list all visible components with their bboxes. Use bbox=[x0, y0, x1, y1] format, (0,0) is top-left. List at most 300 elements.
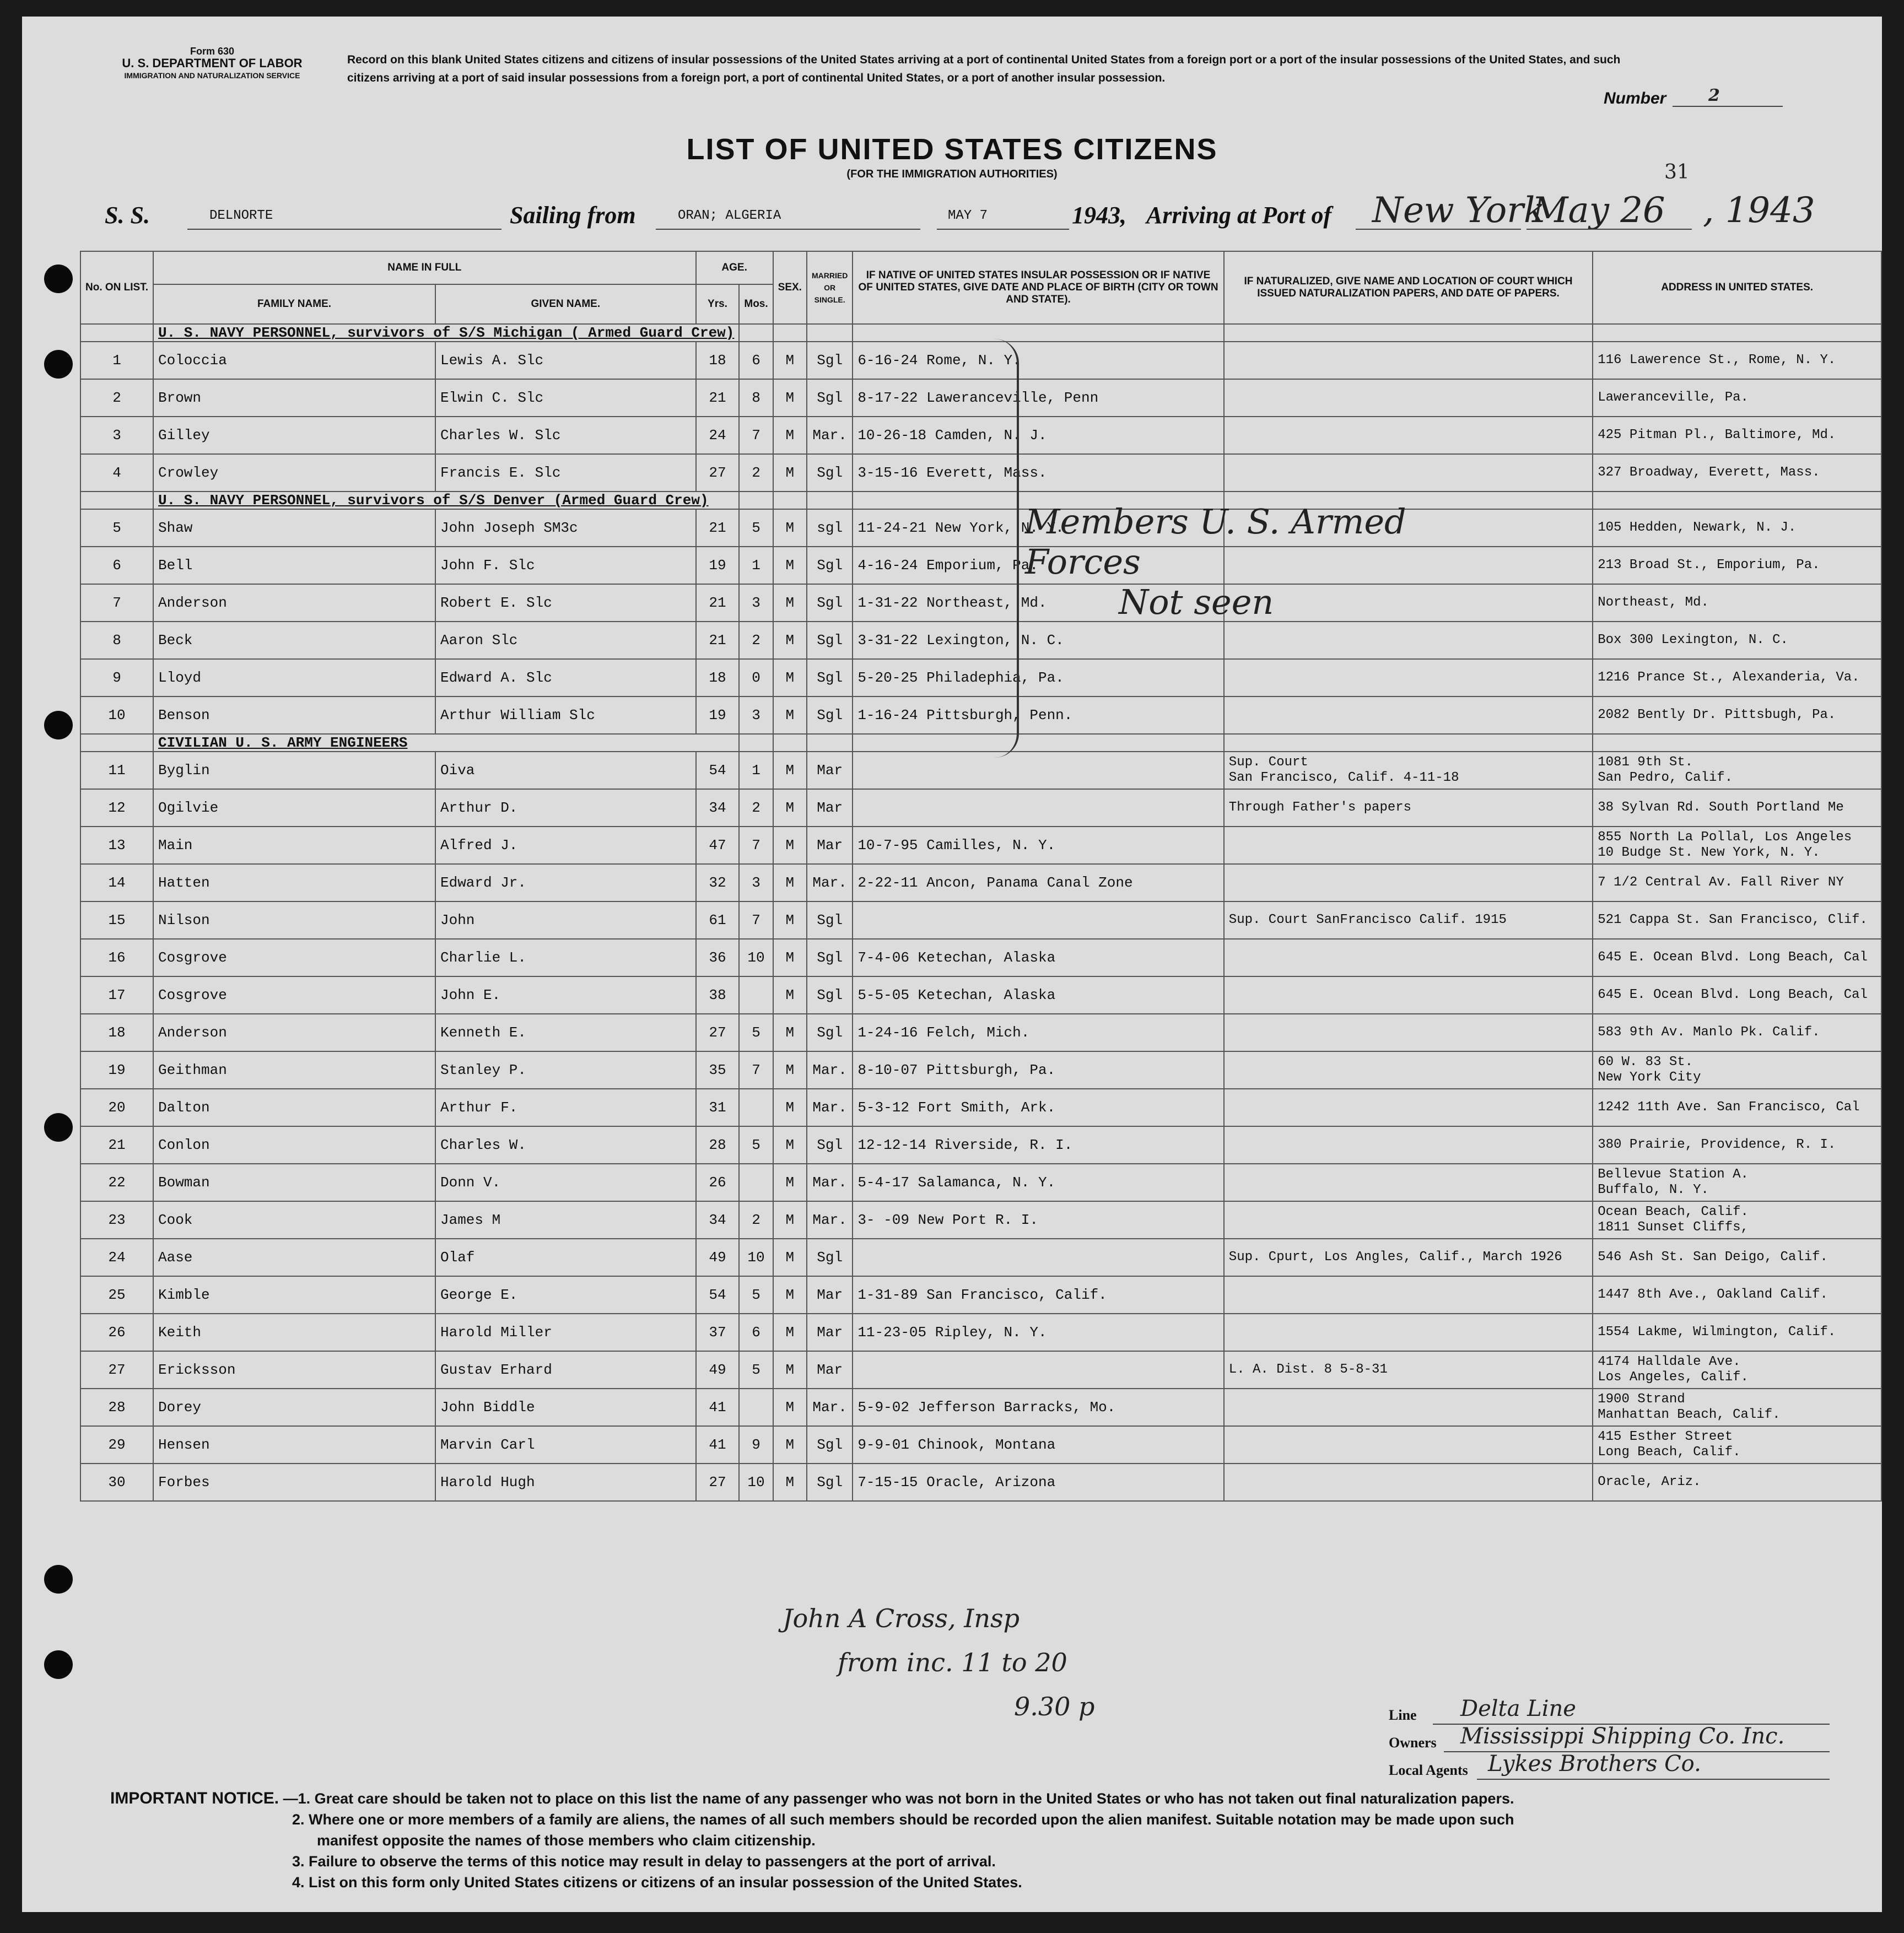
given-name: Aaron Slc bbox=[435, 622, 696, 659]
address: 1900 Strand Manhattan Beach, Calif. bbox=[1593, 1389, 1881, 1426]
given-name: Stanley P. bbox=[435, 1051, 696, 1089]
sex: M bbox=[773, 1389, 807, 1426]
table-row bbox=[80, 789, 1881, 827]
age-years: 38 bbox=[696, 976, 740, 1014]
sex: M bbox=[773, 1051, 807, 1089]
given-name: John Biddle bbox=[435, 1389, 696, 1426]
table-row bbox=[80, 1314, 1881, 1351]
given-name: George E. bbox=[435, 1276, 696, 1314]
birth-info bbox=[853, 901, 1223, 939]
marital-status: Sgl bbox=[807, 1014, 853, 1051]
age-months: 7 bbox=[739, 417, 773, 454]
row-number: 25 bbox=[80, 1276, 153, 1314]
age-months: 5 bbox=[739, 1014, 773, 1051]
given-name: Edward A. Slc bbox=[435, 659, 696, 696]
table-row bbox=[80, 1464, 1881, 1501]
section-row bbox=[80, 734, 1881, 752]
address: Ocean Beach, Calif. 1811 Sunset Cliffs, bbox=[1593, 1201, 1881, 1239]
punch-hole bbox=[44, 350, 73, 379]
age-months: 7 bbox=[739, 1051, 773, 1089]
address: 116 Lawerence St., Rome, N. Y. bbox=[1593, 342, 1881, 379]
age-years: 36 bbox=[696, 939, 740, 976]
row-number: 14 bbox=[80, 864, 153, 901]
family-name: Brown bbox=[153, 379, 435, 417]
birth-info: 1-24-16 Felch, Mich. bbox=[853, 1014, 1223, 1051]
address: 1447 8th Ave., Oakland Calif. bbox=[1593, 1276, 1881, 1314]
sex: M bbox=[773, 509, 807, 547]
marital-status: Mar bbox=[807, 1276, 853, 1314]
given-name: Harold Miller bbox=[435, 1314, 696, 1351]
address: 1554 Lakme, Wilmington, Calif. bbox=[1593, 1314, 1881, 1351]
marital-status: Sgl bbox=[807, 659, 853, 696]
naturalization-info: L. A. Dist. 8 5-8-31 bbox=[1224, 1351, 1593, 1389]
row-number: 22 bbox=[80, 1164, 153, 1201]
marital-status: Sgl bbox=[807, 342, 853, 379]
naturalization-info bbox=[1224, 696, 1593, 734]
family-name: Bell bbox=[153, 547, 435, 584]
table-row bbox=[80, 417, 1881, 454]
naturalization-info bbox=[1224, 1201, 1593, 1239]
arriving-date: May 26 bbox=[1532, 190, 1665, 231]
birth-info: 10-7-95 Camilles, N. Y. bbox=[853, 827, 1223, 864]
address: 415 Esther Street Long Beach, Calif. bbox=[1593, 1426, 1881, 1464]
sex: M bbox=[773, 1014, 807, 1051]
col-family-name: FAMILY NAME. bbox=[153, 284, 435, 324]
marital-status: Sgl bbox=[807, 1126, 853, 1164]
table-row bbox=[80, 752, 1881, 789]
birth-info: 3- -09 New Port R. I. bbox=[853, 1201, 1223, 1239]
address: 60 W. 83 St. New York City bbox=[1593, 1051, 1881, 1089]
age-months: 3 bbox=[739, 864, 773, 901]
age-years: 54 bbox=[696, 1276, 740, 1314]
given-name: Charles W. bbox=[435, 1126, 696, 1164]
section-row bbox=[80, 492, 1881, 509]
marital-status: Mar. bbox=[807, 864, 853, 901]
given-name: Charles W. Slc bbox=[435, 417, 696, 454]
row-number: 1 bbox=[80, 342, 153, 379]
given-name: Donn V. bbox=[435, 1164, 696, 1201]
birth-info: 7-4-06 Ketechan, Alaska bbox=[853, 939, 1223, 976]
age-months: 5 bbox=[739, 1351, 773, 1389]
section-label: U. S. NAVY PERSONNEL, survivors of S/S Michigan ( Armed Guard Crew) bbox=[153, 324, 739, 342]
row-number: 8 bbox=[80, 622, 153, 659]
page-title: LIST OF UNITED STATES CITIZENS bbox=[686, 133, 1218, 166]
given-name: Charlie L. bbox=[435, 939, 696, 976]
table-row bbox=[80, 1051, 1881, 1089]
table-row bbox=[80, 1089, 1881, 1126]
naturalization-info bbox=[1224, 1089, 1593, 1126]
family-name: Coloccia bbox=[153, 342, 435, 379]
given-name: Marvin Carl bbox=[435, 1426, 696, 1464]
given-name: John E. bbox=[435, 976, 696, 1014]
age-months: 2 bbox=[739, 789, 773, 827]
naturalization-info bbox=[1224, 342, 1593, 379]
sex: M bbox=[773, 379, 807, 417]
given-name: John bbox=[435, 901, 696, 939]
note-time: 9.30 p bbox=[1014, 1692, 1095, 1721]
naturalization-info bbox=[1224, 417, 1593, 454]
given-name: Kenneth E. bbox=[435, 1014, 696, 1051]
signature: John A Cross, Insp bbox=[783, 1603, 1020, 1633]
table-row bbox=[80, 864, 1881, 901]
row-number: 3 bbox=[80, 417, 153, 454]
table-row bbox=[80, 1164, 1881, 1201]
row-number: 19 bbox=[80, 1051, 153, 1089]
row-number: 27 bbox=[80, 1351, 153, 1389]
table-row bbox=[80, 509, 1881, 547]
row-number: 6 bbox=[80, 547, 153, 584]
family-name: Dalton bbox=[153, 1089, 435, 1126]
table-row bbox=[80, 454, 1881, 492]
family-name: Gilley bbox=[153, 417, 435, 454]
family-name: Beck bbox=[153, 622, 435, 659]
age-years: 21 bbox=[696, 509, 740, 547]
punch-hole bbox=[44, 1650, 73, 1679]
birth-info: 11-24-21 New York, N. Y. bbox=[853, 509, 1223, 547]
important-notice: IMPORTANT NOTICE. —1. Great care should be taken not to place on this list the name of any passenger who was not born in the United States or who has not taken out final naturalization papers. 2. Where one or more members of a family are aliens, the names of all such members should be recorded upon the alien manifest. Suitable notation may be made upon such manifest opposite the names of those members who claim citizenship. 3. Failure to observe the terms of this notice may result in delay to passengers at the port of arrival. 4. List on this form only United States citizens or citizens of an insular possession of the United States. bbox=[110, 1789, 1514, 1891]
table-row bbox=[80, 1276, 1881, 1314]
given-name: Alfred J. bbox=[435, 827, 696, 864]
local-agents-label: Local Agents bbox=[1389, 1762, 1468, 1778]
sex: M bbox=[773, 547, 807, 584]
row-number: 20 bbox=[80, 1089, 153, 1126]
marital-status: Mar. bbox=[807, 1089, 853, 1126]
address: 105 Hedden, Newark, N. J. bbox=[1593, 509, 1881, 547]
sex: M bbox=[773, 1351, 807, 1389]
age-months: 7 bbox=[739, 827, 773, 864]
given-name: Arthur F. bbox=[435, 1089, 696, 1126]
sex: M bbox=[773, 342, 807, 379]
sex: M bbox=[773, 622, 807, 659]
age-months: 6 bbox=[739, 342, 773, 379]
service: IMMIGRATION AND NATURALIZATION SERVICE bbox=[124, 71, 300, 80]
age-months: 0 bbox=[739, 659, 773, 696]
age-months: 10 bbox=[739, 939, 773, 976]
given-name: James M bbox=[435, 1201, 696, 1239]
col-name-in-full: NAME IN FULL bbox=[153, 251, 696, 284]
punch-hole bbox=[44, 711, 73, 739]
sailing-year: 1943, bbox=[1072, 202, 1126, 229]
age-months bbox=[739, 1164, 773, 1201]
table-row bbox=[80, 1426, 1881, 1464]
given-name: Edward Jr. bbox=[435, 864, 696, 901]
marital-status: Sgl bbox=[807, 976, 853, 1014]
age-years: 35 bbox=[696, 1051, 740, 1089]
age-years: 37 bbox=[696, 1314, 740, 1351]
sex: M bbox=[773, 789, 807, 827]
family-name: Lloyd bbox=[153, 659, 435, 696]
naturalization-info bbox=[1224, 1389, 1593, 1426]
given-name: Arthur William Slc bbox=[435, 696, 696, 734]
arriving-year: , 1943 bbox=[1703, 190, 1815, 231]
age-months: 5 bbox=[739, 509, 773, 547]
record-instructions: Record on this blank United States citizens and citizens of insular possessions of the United States arriving at a port of continental United States from a foreign port or a port of the insular possessions of the United States, and such citizens arriving at a port of said insular possessions from a foreign port, a port of continental United States, or a port of another insular possession. bbox=[347, 53, 1621, 84]
age-years: 27 bbox=[696, 454, 740, 492]
birth-info: 5-4-17 Salamanca, N. Y. bbox=[853, 1164, 1223, 1201]
table-row bbox=[80, 1126, 1881, 1164]
sex: M bbox=[773, 454, 807, 492]
sex: M bbox=[773, 1201, 807, 1239]
family-name: Kimble bbox=[153, 1276, 435, 1314]
number-label: Number 2 bbox=[1604, 89, 1666, 108]
birth-info: 10-26-18 Camden, N. J. bbox=[853, 417, 1223, 454]
address: 546 Ash St. San Deigo, Calif. bbox=[1593, 1239, 1881, 1276]
address: 1242 11th Ave. San Francisco, Cal bbox=[1593, 1089, 1881, 1126]
family-name: Cosgrove bbox=[153, 976, 435, 1014]
table-row bbox=[80, 901, 1881, 939]
naturalization-info: Sup. Court SanFrancisco Calif. 1915 bbox=[1224, 901, 1593, 939]
birth-info: 6-16-24 Rome, N. Y. bbox=[853, 342, 1223, 379]
col-married: MARRIED OR SINGLE. bbox=[807, 251, 853, 324]
given-name: Oiva bbox=[435, 752, 696, 789]
family-name: Aase bbox=[153, 1239, 435, 1276]
marital-status: Mar bbox=[807, 1314, 853, 1351]
marital-status: Sgl bbox=[807, 696, 853, 734]
naturalization-info bbox=[1224, 1164, 1593, 1201]
address: Box 300 Lexington, N. C. bbox=[1593, 622, 1881, 659]
age-months bbox=[739, 976, 773, 1014]
given-name: Lewis A. Slc bbox=[435, 342, 696, 379]
arriving-port: New York bbox=[1372, 190, 1545, 231]
age-years: 61 bbox=[696, 901, 740, 939]
marital-status: Sgl bbox=[807, 939, 853, 976]
age-months: 5 bbox=[739, 1126, 773, 1164]
family-name: Hatten bbox=[153, 864, 435, 901]
col-sex: SEX. bbox=[773, 251, 807, 324]
marital-status: Sgl bbox=[807, 1239, 853, 1276]
section-label: CIVILIAN U. S. ARMY ENGINEERS bbox=[153, 734, 739, 752]
birth-info: 3-15-16 Everett, Mass. bbox=[853, 454, 1223, 492]
age-years: 31 bbox=[696, 1089, 740, 1126]
sex: M bbox=[773, 1126, 807, 1164]
birth-info: 5-3-12 Fort Smith, Ark. bbox=[853, 1089, 1223, 1126]
age-years: 32 bbox=[696, 864, 740, 901]
marital-status: Sgl bbox=[807, 1464, 853, 1501]
arriving-label: Arriving at Port of bbox=[1146, 202, 1332, 229]
row-number: 5 bbox=[80, 509, 153, 547]
address: 1081 9th St. San Pedro, Calif. bbox=[1593, 752, 1881, 789]
naturalization-info bbox=[1224, 622, 1593, 659]
sex: M bbox=[773, 1089, 807, 1126]
age-months: 1 bbox=[739, 547, 773, 584]
col-native: IF NATIVE OF UNITED STATES INSULAR POSSESSION OR IF NATIVE OF UNITED STATES, GIVE DATE AND PLACE OF BIRTH (CITY OR TOWN AND STATE). bbox=[853, 251, 1223, 324]
naturalization-info bbox=[1224, 1464, 1593, 1501]
age-years: 18 bbox=[696, 659, 740, 696]
section-row bbox=[80, 324, 1881, 342]
age-months: 10 bbox=[739, 1464, 773, 1501]
sex: M bbox=[773, 1426, 807, 1464]
naturalization-info bbox=[1224, 1051, 1593, 1089]
family-name: Anderson bbox=[153, 584, 435, 622]
row-number: 29 bbox=[80, 1426, 153, 1464]
marital-status: Sgl bbox=[807, 584, 853, 622]
marital-status: sgl bbox=[807, 509, 853, 547]
family-name: Cosgrove bbox=[153, 939, 435, 976]
row-number: 24 bbox=[80, 1239, 153, 1276]
family-name: Hensen bbox=[153, 1426, 435, 1464]
row-number: 15 bbox=[80, 901, 153, 939]
naturalization-info bbox=[1224, 1314, 1593, 1351]
address: 855 North La Pollal, Los Angeles 10 Budge St. New York, N. Y. bbox=[1593, 827, 1881, 864]
age-years: 21 bbox=[696, 622, 740, 659]
address: 38 Sylvan Rd. South Portland Me bbox=[1593, 789, 1881, 827]
address: Laweranceville, Pa. bbox=[1593, 379, 1881, 417]
marital-status: Mar bbox=[807, 789, 853, 827]
given-name: Elwin C. Slc bbox=[435, 379, 696, 417]
row-number: 7 bbox=[80, 584, 153, 622]
sex: M bbox=[773, 1464, 807, 1501]
age-months: 2 bbox=[739, 454, 773, 492]
table-row bbox=[80, 1351, 1881, 1389]
marital-status: Sgl bbox=[807, 454, 853, 492]
age-years: 49 bbox=[696, 1351, 740, 1389]
owners-value: Mississippi Shipping Co. Inc. bbox=[1460, 1724, 1785, 1749]
marital-status: Mar. bbox=[807, 417, 853, 454]
birth-info: 8-10-07 Pittsburgh, Pa. bbox=[853, 1051, 1223, 1089]
naturalization-info bbox=[1224, 1276, 1593, 1314]
family-name: Crowley bbox=[153, 454, 435, 492]
family-name: Byglin bbox=[153, 752, 435, 789]
address: 425 Pitman Pl., Baltimore, Md. bbox=[1593, 417, 1881, 454]
address: 1216 Prance St., Alexanderia, Va. bbox=[1593, 659, 1881, 696]
family-name: Ogilvie bbox=[153, 789, 435, 827]
age-years: 18 bbox=[696, 342, 740, 379]
given-name: John F. Slc bbox=[435, 547, 696, 584]
age-years: 49 bbox=[696, 1239, 740, 1276]
sex: M bbox=[773, 939, 807, 976]
department: U. S. DEPARTMENT OF LABOR bbox=[122, 56, 303, 70]
address: 645 E. Ocean Blvd. Long Beach, Cal bbox=[1593, 939, 1881, 976]
col-given-name: GIVEN NAME. bbox=[435, 284, 696, 324]
table-row bbox=[80, 622, 1881, 659]
birth-info bbox=[853, 1351, 1223, 1389]
address: Oracle, Ariz. bbox=[1593, 1464, 1881, 1501]
naturalization-info bbox=[1224, 1426, 1593, 1464]
naturalization-info bbox=[1224, 864, 1593, 901]
table-row bbox=[80, 379, 1881, 417]
address: 380 Prairie, Providence, R. I. bbox=[1593, 1126, 1881, 1164]
address: 521 Cappa St. San Francisco, Clif. bbox=[1593, 901, 1881, 939]
birth-info: 7-15-15 Oracle, Arizona bbox=[853, 1464, 1223, 1501]
age-years: 21 bbox=[696, 379, 740, 417]
age-years: 21 bbox=[696, 584, 740, 622]
birth-info: 2-22-11 Ancon, Panama Canal Zone bbox=[853, 864, 1223, 901]
naturalization-info bbox=[1224, 659, 1593, 696]
naturalization-info bbox=[1224, 1014, 1593, 1051]
row-number: 23 bbox=[80, 1201, 153, 1239]
col-mos: Mos. bbox=[739, 284, 773, 324]
row-number: 21 bbox=[80, 1126, 153, 1164]
age-years: 24 bbox=[696, 417, 740, 454]
number-value: 2 bbox=[1708, 86, 1720, 105]
birth-info: 11-23-05 Ripley, N. Y. bbox=[853, 1314, 1223, 1351]
given-name: John Joseph SM3c bbox=[435, 509, 696, 547]
age-years: 19 bbox=[696, 696, 740, 734]
ship-name: DELNORTE bbox=[209, 208, 273, 223]
address: 583 9th Av. Manlo Pk. Calif. bbox=[1593, 1014, 1881, 1051]
given-name: Olaf bbox=[435, 1239, 696, 1276]
col-age: AGE. bbox=[696, 251, 773, 284]
address: 7 1/2 Central Av. Fall River NY bbox=[1593, 864, 1881, 901]
age-years: 34 bbox=[696, 1201, 740, 1239]
given-name: Gustav Erhard bbox=[435, 1351, 696, 1389]
sex: M bbox=[773, 976, 807, 1014]
table-row bbox=[80, 1239, 1881, 1276]
marital-status: Mar bbox=[807, 752, 853, 789]
col-yrs: Yrs. bbox=[696, 284, 740, 324]
sailing-from-port: ORAN; ALGERIA bbox=[678, 208, 781, 223]
row-number: 13 bbox=[80, 827, 153, 864]
age-years: 19 bbox=[696, 547, 740, 584]
birth-info: 1-16-24 Pittsburgh, Penn. bbox=[853, 696, 1223, 734]
marital-status: Sgl bbox=[807, 622, 853, 659]
naturalization-info bbox=[1224, 939, 1593, 976]
naturalization-info: Through Father's papers bbox=[1224, 789, 1593, 827]
age-years: 54 bbox=[696, 752, 740, 789]
line-value: Delta Line bbox=[1460, 1696, 1576, 1721]
marital-status: Sgl bbox=[807, 547, 853, 584]
age-months: 3 bbox=[739, 584, 773, 622]
line-label: Line bbox=[1389, 1707, 1417, 1723]
age-months: 10 bbox=[739, 1239, 773, 1276]
age-years: 26 bbox=[696, 1164, 740, 1201]
marital-status: Mar. bbox=[807, 1201, 853, 1239]
sex: M bbox=[773, 584, 807, 622]
sex: M bbox=[773, 1314, 807, 1351]
naturalization-info: Sup. Court San Francisco, Calif. 4-11-18 bbox=[1224, 752, 1593, 789]
family-name: Conlon bbox=[153, 1126, 435, 1164]
table-row bbox=[80, 1201, 1881, 1239]
manifest-sheet bbox=[22, 17, 1882, 1912]
age-months: 9 bbox=[739, 1426, 773, 1464]
sex: M bbox=[773, 752, 807, 789]
address: Northeast, Md. bbox=[1593, 584, 1881, 622]
marital-status: Mar. bbox=[807, 1389, 853, 1426]
birth-info: 5-20-25 Philadephia, Pa. bbox=[853, 659, 1223, 696]
age-years: 41 bbox=[696, 1426, 740, 1464]
arriving-date-correction: 31 bbox=[1664, 161, 1690, 183]
row-number: 16 bbox=[80, 939, 153, 976]
birth-info: 8-17-22 Laweranceville, Penn bbox=[853, 379, 1223, 417]
table-row bbox=[80, 696, 1881, 734]
sex: M bbox=[773, 1239, 807, 1276]
age-months: 6 bbox=[739, 1314, 773, 1351]
ss-label: S. S. bbox=[105, 202, 150, 229]
marital-status: Mar. bbox=[807, 1164, 853, 1201]
address: Bellevue Station A. Buffalo, N. Y. bbox=[1593, 1164, 1881, 1201]
birth-info: 1-31-22 Northeast, Md. bbox=[853, 584, 1223, 622]
armed-forces-note: Members U. S. Armed Forces Not seen bbox=[1025, 501, 1406, 622]
row-number: 26 bbox=[80, 1314, 153, 1351]
family-name: Keith bbox=[153, 1314, 435, 1351]
sex: M bbox=[773, 901, 807, 939]
family-name: Bowman bbox=[153, 1164, 435, 1201]
birth-info: 1-31-89 San Francisco, Calif. bbox=[853, 1276, 1223, 1314]
age-months: 8 bbox=[739, 379, 773, 417]
table-row bbox=[80, 1014, 1881, 1051]
age-months: 2 bbox=[739, 1201, 773, 1239]
marital-status: Sgl bbox=[807, 1426, 853, 1464]
age-months bbox=[739, 1089, 773, 1126]
sex: M bbox=[773, 417, 807, 454]
punch-hole bbox=[44, 1113, 73, 1142]
row-number: 4 bbox=[80, 454, 153, 492]
table-row bbox=[80, 827, 1881, 864]
age-months: 1 bbox=[739, 752, 773, 789]
marital-status: Mar bbox=[807, 1351, 853, 1389]
age-years: 27 bbox=[696, 1464, 740, 1501]
age-years: 27 bbox=[696, 1014, 740, 1051]
